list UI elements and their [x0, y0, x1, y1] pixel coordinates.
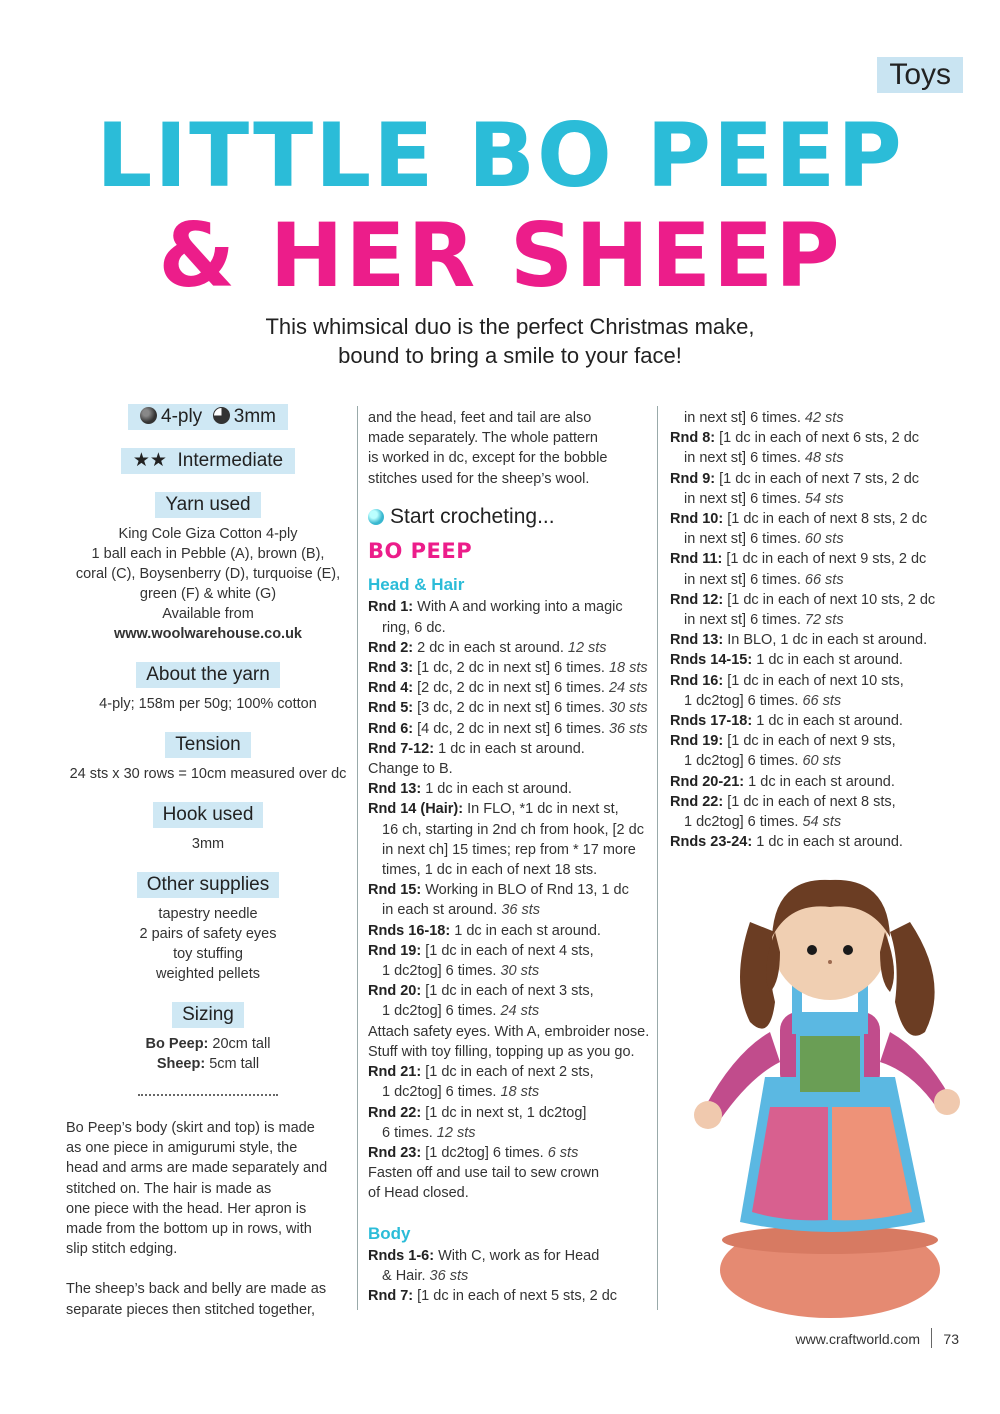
pattern-row: Rnd 3: [1 dc, 2 dc in next st] 6 times. 18 sts [368, 660, 648, 677]
pattern-row: Rnd 19: [1 dc in each of next 9 sts, [670, 733, 896, 750]
pattern-row: Rnds 1-6: With C, work as for Head [368, 1247, 600, 1264]
yarn-url-link[interactable]: www.woolwarehouse.co.uk [114, 626, 302, 642]
yarn-line: King Cole Giza Cotton 4-ply [118, 526, 298, 542]
yarn-line: Available from [162, 606, 254, 622]
pattern-row: Rnd 20-21: 1 dc in each st around. [670, 773, 895, 790]
pattern-row: in each st around. 36 sts [382, 902, 540, 919]
pattern-row: Rnd 16: [1 dc in each of next 10 sts, [670, 672, 904, 689]
dotted-divider [138, 1094, 278, 1096]
tension-section [66, 732, 350, 784]
difficulty-pill [121, 448, 295, 474]
pattern-row: Fasten off and use tail to sew crown [368, 1165, 600, 1182]
other-supplies-section [66, 872, 350, 984]
pattern-row: Rnds 16-18: 1 dc in each st around. [368, 922, 601, 939]
pattern-row: Rnds 17-18: 1 dc in each st around. [670, 713, 903, 730]
text-line: stitches used for the sheep’s wool. [368, 470, 590, 487]
footer-divider [931, 1328, 932, 1348]
spec-pill [128, 404, 288, 430]
pattern-row: 1 dc2tog] 6 times. 60 sts [684, 753, 842, 770]
other-supplies-heading: Other supplies [137, 872, 280, 898]
pattern-row: Rnd 22: [1 dc in next st, 1 dc2tog] [368, 1104, 587, 1121]
pattern-row: Rnd 7: [1 dc in each of next 5 sts, 2 dc [368, 1288, 618, 1305]
text-line: and the head, feet and tail are also [368, 410, 592, 426]
sizing-section [66, 1002, 350, 1074]
pattern-row: in next ch] 15 times; rep from * 17 more [382, 841, 636, 858]
bo-peep-heading: BO PEEP [368, 539, 473, 564]
pattern-row: Rnd 5: [3 dc, 2 dc in next st] 6 times. 30 sts [368, 700, 648, 717]
pattern-row: 1 dc2tog] 6 times. 66 sts [684, 692, 842, 709]
pattern-row: 1 dc2tog] 6 times. 54 sts [684, 814, 842, 831]
pattern-row: in next st] 6 times. 66 sts [684, 571, 844, 588]
pattern-row: Rnd 14 (Hair): In FLO, *1 dc in next st, [368, 801, 619, 818]
hook-size: 3mm [233, 406, 276, 427]
pattern-row: Rnd 6: [4 dc, 2 dc in next st] 6 times. 36 sts [368, 720, 648, 737]
pattern-row: 6 times. 12 sts [382, 1124, 476, 1141]
column-rule [657, 406, 658, 1310]
about-yarn-heading: About the yarn [136, 662, 280, 688]
pattern-row: 1 dc2tog] 6 times. 18 sts [382, 1084, 540, 1101]
pattern-row: Attach safety eyes. With A, embroider nose. [368, 1023, 650, 1040]
body-heading: Body [368, 1223, 411, 1243]
yarn-used-section [66, 492, 350, 644]
sidebar-info [66, 404, 350, 1320]
pattern-row: Rnd 13: In BLO, 1 dc in each st around. [670, 632, 928, 649]
hook-used-heading: Hook used [153, 802, 264, 828]
sizing-heading: Sizing [172, 1002, 244, 1028]
pattern-row: Rnd 21: [1 dc in each of next 2 sts, [368, 1064, 594, 1081]
yarn-line: 1 ball each in Pebble (A), brown (B), [91, 546, 325, 562]
sizing-sheep: Sheep: 5cm tall [156, 1056, 260, 1072]
pattern-row: in next st] 6 times. 72 sts [684, 612, 844, 629]
pattern-row: 1 dc2tog] 6 times. 24 sts [382, 1003, 540, 1020]
yarn-ball-icon [368, 509, 384, 525]
start-crocheting-heading: Start crocheting... [368, 507, 650, 527]
pattern-row: in next st] 6 times. 60 sts [684, 531, 844, 548]
tension-heading: Tension [165, 732, 251, 758]
standfirst-line-2: bound to bring a smile to your face! [338, 343, 682, 368]
text-line: made separately. The whole pattern [368, 430, 598, 447]
pattern-row: Rnd 19: [1 dc in each of next 4 sts, [368, 942, 594, 959]
yarn-line: coral (C), Boysenberry (D), turquoise (E), [75, 566, 341, 582]
pattern-row: of Head closed. [368, 1185, 469, 1202]
bo-peep-doll-image [680, 862, 980, 1322]
head-hair-heading: Head & Hair [368, 575, 465, 595]
pattern-row: Rnd 2: 2 dc in each st around. 12 sts [368, 639, 607, 656]
intro-paragraph-2: The sheep’s back and belly are made as separate pieces then stitched together, [66, 1281, 327, 1318]
supply-item: weighted pellets [156, 966, 260, 982]
section-tag: Toys [877, 57, 963, 93]
standfirst [0, 312, 1000, 370]
pattern-row: Change to B. [368, 761, 453, 778]
difficulty-label: Intermediate [177, 450, 284, 471]
pattern-row: in next st] 6 times. 42 sts [684, 410, 844, 426]
page-number: 73 [943, 1331, 959, 1347]
pattern-row: Rnd 1: With A and working into a magic [368, 599, 623, 616]
intro-paragraph-1: Bo Peep’s body (skirt and top) is made as one piece in amigurumi style, the head and arms are made separately and stitched on. The hair is made as one piece with the head. Her apron is made from the bottom up in rows, with slip stitch edging. [66, 1120, 328, 1258]
pattern-row: Rnd 8: [1 dc in each of next 6 sts, 2 dc [670, 430, 920, 447]
standfirst-line-1: This whimsical duo is the perfect Christmas make, [265, 314, 755, 339]
pattern-row: in next st] 6 times. 48 sts [684, 450, 844, 467]
hook-used-text: 3mm [191, 836, 225, 852]
yarn-used-heading: Yarn used [155, 492, 260, 518]
hook-used-section [66, 802, 350, 854]
supply-item: tapestry needle [158, 906, 258, 922]
pattern-row: Rnd 7-12: 1 dc in each st around. [368, 740, 585, 757]
yarn-ball-icon [140, 407, 157, 424]
title-line-1: LITTLE BO PEEP [96, 104, 904, 207]
pattern-row: Rnds 23-24: 1 dc in each st around. [670, 834, 903, 851]
pattern-row: Rnd 11: [1 dc in each of next 9 sts, 2 dc [670, 551, 927, 568]
pattern-row: Rnd 10: [1 dc in each of next 8 sts, 2 dc [670, 511, 928, 528]
supply-item: 2 pairs of safety eyes [139, 926, 277, 942]
pattern-row: & Hair. 36 sts [382, 1267, 469, 1284]
pattern-row: ring, 6 dc. [382, 619, 446, 636]
pattern-column-1 [368, 408, 650, 1306]
hook-icon [213, 407, 230, 424]
pattern-row: Rnd 22: [1 dc in each of next 8 sts, [670, 793, 896, 810]
yarn-weight: 4-ply [161, 406, 203, 427]
pattern-row: times, 1 dc in each of next 18 sts. [382, 862, 598, 879]
pattern-row: Rnds 14-15: 1 dc in each st around. [670, 652, 903, 669]
supply-item: toy stuffing [173, 946, 243, 962]
column-rule [357, 406, 358, 1310]
pattern-row: 1 dc2tog] 6 times. 30 sts [382, 963, 540, 980]
sizing-bo-peep: Bo Peep: 20cm tall [145, 1036, 271, 1052]
pattern-row: Rnd 20: [1 dc in each of next 3 sts, [368, 983, 594, 1000]
pattern-row: Rnd 15: Working in BLO of Rnd 13, 1 dc [368, 882, 629, 899]
pattern-column-2 [670, 408, 956, 852]
text-line: is worked in dc, except for the bobble [368, 450, 608, 467]
pattern-row: in next st] 6 times. 54 sts [684, 490, 844, 507]
pattern-row: Rnd 12: [1 dc in each of next 10 sts, 2 dc [670, 591, 936, 608]
pattern-row: Rnd 13: 1 dc in each st around. [368, 781, 572, 798]
pattern-row: Rnd 23: [1 dc2tog] 6 times. 6 sts [368, 1144, 579, 1161]
tension-text: 24 sts x 30 rows = 10cm measured over dc [69, 766, 347, 782]
yarn-line: green (F) & white (G) [139, 586, 277, 602]
pattern-row: Stuff with toy filling, topping up as you go. [368, 1043, 635, 1060]
footer-website: www.craftworld.com [795, 1331, 920, 1347]
title-line-2: & HER SHEEP [158, 204, 842, 307]
about-yarn-section [66, 662, 350, 714]
pattern-row: Rnd 9: [1 dc in each of next 7 sts, 2 dc [670, 470, 920, 487]
about-yarn-text: 4-ply; 158m per 50g; 100% cotton [99, 696, 317, 712]
pattern-row: Rnd 4: [2 dc, 2 dc in next st] 6 times. 24 sts [368, 680, 648, 697]
pattern-row: 16 ch, starting in 2nd ch from hook, [2 dc [382, 821, 644, 838]
star-icon: ★★ [132, 450, 167, 471]
